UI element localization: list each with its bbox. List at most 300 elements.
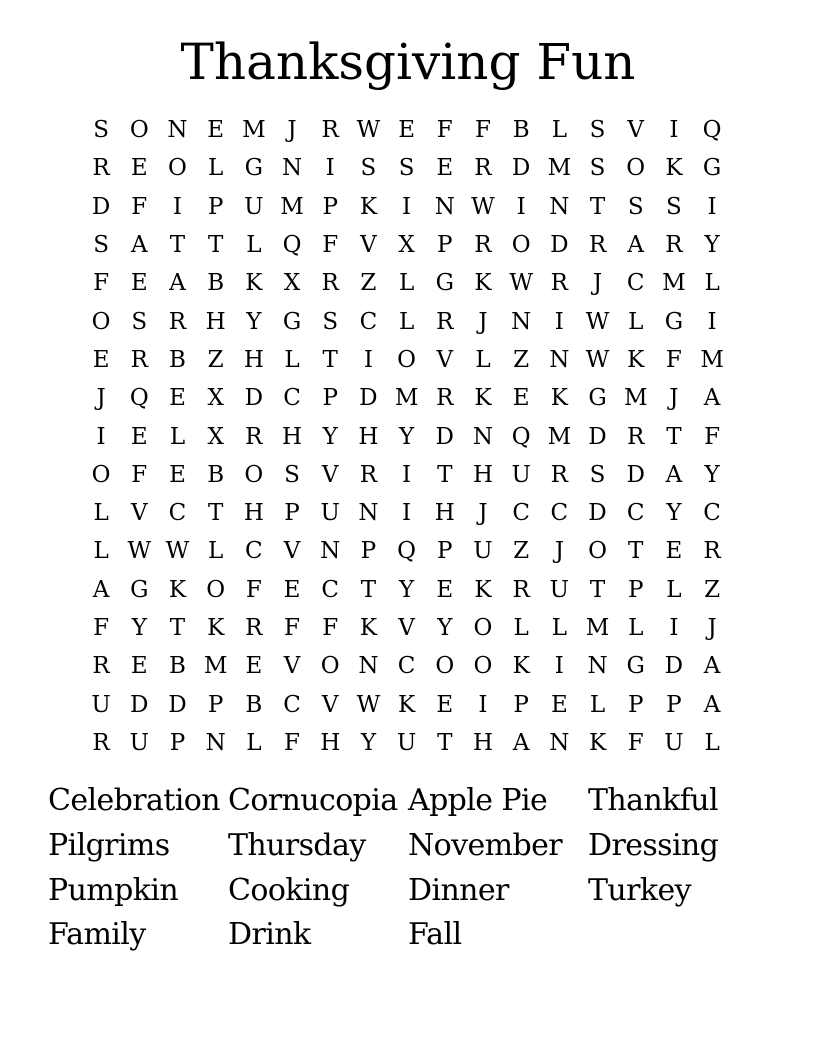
grid-letter: P	[437, 232, 453, 259]
grid-letter: N	[281, 155, 303, 182]
grid-letter: N	[472, 423, 494, 450]
grid-letter: E	[130, 653, 148, 680]
grid-letter: S	[627, 193, 644, 220]
grid-row	[82, 226, 732, 264]
word-bank	[48, 779, 768, 958]
grid-letter: U	[473, 538, 493, 565]
grid-letter: S	[360, 155, 377, 182]
grid-letter: J	[478, 500, 488, 527]
grid-letter: P	[207, 691, 224, 718]
grid-letter: T	[666, 423, 682, 450]
grid-letter: K	[474, 270, 492, 297]
grid-letter: E	[550, 691, 568, 718]
word-bank-item: Turkey	[588, 872, 691, 908]
grid-letter: I	[707, 193, 717, 220]
grid-letter: K	[359, 615, 377, 641]
word-bank-item: Fall	[408, 917, 462, 953]
word-bank-item: Drink	[228, 917, 311, 953]
grid-letter: D	[550, 232, 569, 259]
grid-letter: V	[360, 232, 377, 259]
grid-letter: V	[321, 691, 339, 718]
grid-letter: Z	[360, 270, 377, 297]
grid-letter: Y	[246, 308, 262, 335]
grid-letter: E	[665, 538, 683, 565]
grid-letter: N	[205, 729, 226, 756]
grid-letter: T	[169, 232, 186, 259]
grid-letter: T	[207, 500, 224, 527]
grid-letter: P	[627, 691, 644, 718]
grid-letter: B	[169, 653, 186, 680]
grid-row	[82, 685, 732, 723]
grid-letter: Z	[207, 346, 224, 373]
grid-letter: Q	[129, 385, 149, 412]
grid-letter: W	[127, 538, 152, 565]
grid-letter: L	[246, 232, 262, 259]
grid-letter: C	[168, 500, 187, 527]
grid-letter: C	[626, 500, 645, 527]
grid-letter: N	[587, 653, 608, 680]
grid-letter: F	[474, 117, 491, 144]
grid-letter: G	[244, 155, 264, 182]
grid-row	[82, 264, 732, 302]
grid-letter: T	[169, 615, 186, 641]
grid-letter: L	[93, 538, 109, 565]
word-bank-item: Family	[48, 917, 146, 953]
grid-letter: N	[358, 500, 379, 527]
grid-letter: N	[358, 653, 379, 680]
grid-letter: F	[284, 729, 301, 756]
grid-letter: F	[436, 117, 453, 144]
grid-letter: H	[472, 729, 493, 756]
grid-row	[82, 494, 732, 532]
grid-letter: I	[96, 423, 106, 450]
grid-letter: F	[627, 729, 644, 756]
grid-letter: R	[550, 270, 568, 297]
grid-letter: G	[130, 576, 149, 603]
grid-letter: N	[549, 193, 570, 220]
grid-letter: H	[434, 500, 455, 527]
grid-letter: D	[435, 423, 454, 450]
grid-letter: I	[669, 117, 679, 144]
word-bank-item: Pilgrims	[48, 828, 170, 864]
grid-letter: J	[554, 538, 564, 565]
grid-letter: E	[130, 423, 148, 450]
grid-letter: D	[244, 385, 264, 412]
grid-letter: M	[700, 346, 724, 373]
grid-letter: E	[169, 461, 186, 488]
grid-letter: O	[91, 308, 111, 335]
grid-letter: L	[93, 500, 109, 527]
grid-letter: G	[435, 270, 454, 297]
grid-letter: V	[398, 615, 415, 641]
grid-letter: R	[474, 155, 492, 182]
word-bank-item: Cornucopia	[228, 783, 398, 819]
grid-letter: U	[129, 729, 149, 756]
grid-row	[82, 724, 732, 762]
grid-letter: O	[129, 117, 149, 144]
grid-row	[82, 111, 732, 149]
grid-letter: L	[208, 155, 224, 182]
grid-letter: M	[547, 423, 572, 450]
grid-letter: W	[165, 538, 190, 565]
grid-letter: L	[666, 576, 682, 603]
grid-row	[82, 341, 732, 379]
word-bank-row	[48, 779, 768, 824]
grid-letter: G	[282, 308, 302, 335]
grid-letter: T	[589, 576, 606, 603]
grid-letter: H	[358, 423, 379, 450]
word-bank-item: Dressing	[588, 828, 719, 864]
word-bank-item: November	[408, 828, 562, 864]
grid-letter: M	[585, 615, 610, 641]
grid-letter: U	[664, 729, 684, 756]
grid-letter: C	[626, 270, 645, 297]
grid-letter: C	[397, 653, 416, 680]
grid-letter: Z	[513, 538, 530, 565]
grid-letter: R	[245, 423, 263, 450]
grid-letter: L	[551, 615, 567, 641]
grid-letter: D	[511, 155, 531, 182]
grid-letter: Y	[666, 500, 682, 527]
grid-row	[82, 456, 732, 494]
grid-letter: M	[547, 155, 572, 182]
grid-letter: R	[92, 729, 110, 756]
grid-row	[82, 302, 732, 340]
grid-letter: E	[436, 155, 454, 182]
grid-letter: R	[627, 423, 645, 450]
word-bank-item: Cooking	[228, 872, 350, 908]
grid-letter: C	[359, 308, 378, 335]
grid-letter: P	[360, 538, 377, 565]
grid-letter: Y	[704, 232, 720, 259]
grid-letter: A	[92, 576, 110, 603]
grid-letter: D	[130, 691, 149, 718]
grid-letter: E	[436, 691, 454, 718]
grid-letter: A	[703, 653, 721, 680]
grid-letter: T	[322, 346, 338, 373]
grid-letter: B	[169, 346, 186, 373]
grid-letter: K	[665, 155, 683, 182]
grid-letter: I	[402, 193, 412, 220]
grid-letter: P	[207, 193, 224, 220]
grid-letter: R	[130, 346, 148, 373]
grid-letter: T	[589, 193, 606, 220]
grid-letter: T	[360, 576, 377, 603]
grid-letter: F	[245, 576, 262, 603]
grid-letter: O	[473, 653, 493, 680]
grid-letter: L	[628, 308, 644, 335]
grid-letter: M	[623, 385, 648, 412]
grid-letter: R	[92, 653, 110, 680]
grid-letter: T	[437, 461, 453, 488]
grid-letter: B	[245, 691, 263, 718]
grid-letter: D	[588, 423, 607, 450]
grid-letter: T	[437, 729, 453, 756]
grid-letter: R	[703, 538, 721, 565]
grid-letter: O	[473, 615, 493, 641]
grid-letter: Z	[704, 576, 721, 603]
grid-letter: K	[168, 576, 187, 603]
grid-letter: O	[511, 232, 531, 259]
grid-letter: E	[92, 346, 110, 373]
grid-letter: I	[554, 308, 564, 335]
grid-letter: P	[666, 691, 682, 718]
grid-letter: L	[628, 615, 644, 641]
grid-letter: S	[93, 232, 109, 259]
grid-letter: M	[394, 385, 419, 412]
grid-letter: P	[513, 691, 529, 718]
grid-letter: X	[207, 423, 224, 450]
grid-letter: G	[626, 653, 645, 680]
word-bank-row	[48, 824, 768, 869]
grid-letter: F	[704, 423, 721, 450]
grid-letter: G	[588, 385, 607, 412]
grid-letter: V	[436, 346, 454, 373]
grid-letter: R	[474, 232, 492, 259]
grid-letter: Y	[399, 576, 415, 603]
grid-letter: F	[131, 193, 148, 220]
grid-letter: E	[207, 117, 225, 144]
grid-letter: L	[704, 729, 720, 756]
grid-letter: R	[321, 270, 339, 297]
grid-letter: T	[628, 538, 644, 565]
grid-letter: N	[434, 193, 455, 220]
grid-letter: N	[167, 117, 188, 144]
grid-letter: S	[284, 461, 300, 488]
grid-row	[82, 647, 732, 685]
grid-letter: N	[549, 346, 570, 373]
grid-letter: C	[703, 500, 721, 527]
word-bank-item: Thankful	[588, 783, 718, 819]
grid-letter: K	[245, 270, 263, 297]
grid-letter: I	[478, 691, 488, 718]
grid-letter: M	[662, 270, 686, 297]
word-bank-row	[48, 913, 768, 958]
grid-letter: I	[554, 653, 564, 680]
grid-letter: M	[280, 193, 304, 220]
grid-letter: E	[283, 576, 301, 603]
grid-letter: I	[402, 500, 412, 527]
grid-letter: N	[511, 308, 532, 335]
grid-letter: S	[322, 308, 339, 335]
grid-letter: U	[511, 461, 531, 488]
grid-letter: U	[396, 729, 417, 756]
grid-letter: S	[589, 117, 606, 144]
page-title: Thanksgiving Fun	[180, 33, 636, 91]
grid-letter: P	[284, 500, 300, 527]
grid-letter: X	[283, 270, 301, 297]
grid-letter: I	[172, 193, 183, 220]
grid-letter: U	[91, 691, 111, 718]
grid-letter: J	[707, 615, 717, 641]
grid-letter: M	[203, 653, 228, 680]
grid-letter: W	[356, 117, 381, 144]
word-bank-item: Celebration	[48, 783, 220, 819]
grid-letter: G	[664, 308, 684, 335]
grid-letter: O	[435, 653, 455, 680]
grid-letter: L	[398, 270, 415, 297]
grid-letter: O	[588, 538, 607, 565]
grid-letter: H	[320, 729, 341, 756]
grid-letter: D	[168, 691, 187, 718]
grid-letter: B	[207, 270, 225, 297]
grid-letter: X	[398, 232, 415, 259]
grid-letter: L	[513, 615, 529, 641]
grid-letter: R	[550, 461, 568, 488]
grid-letter: D	[359, 385, 378, 412]
grid-row	[82, 188, 732, 226]
grid-letter: R	[588, 232, 607, 259]
grid-letter: S	[398, 155, 415, 182]
grid-letter: C	[283, 385, 301, 412]
grid-letter: D	[588, 500, 607, 527]
grid-letter: F	[131, 461, 148, 488]
grid-letter: H	[282, 423, 303, 450]
grid-letter: S	[589, 155, 606, 182]
grid-letter: S	[589, 461, 606, 488]
grid-letter: F	[93, 615, 110, 641]
grid-letter: Q	[511, 423, 531, 450]
grid-letter: Q	[397, 538, 417, 565]
grid-letter: R	[359, 461, 378, 488]
word-bank-item: Apple Pie	[408, 783, 548, 819]
grid-letter: D	[626, 461, 645, 488]
grid-letter: L	[246, 729, 262, 756]
grid-letter: A	[627, 232, 645, 259]
grid-letter: J	[287, 117, 297, 144]
grid-letter: J	[478, 308, 488, 335]
grid-letter: G	[702, 155, 722, 182]
grid-letter: A	[703, 691, 721, 718]
grid-letter: C	[550, 500, 569, 527]
grid-letter: K	[398, 691, 416, 718]
word-bank-row	[48, 868, 768, 913]
grid-letter: H	[472, 461, 493, 488]
grid-letter: A	[665, 461, 683, 488]
grid-letter: K	[588, 729, 607, 756]
grid-letter: Y	[437, 615, 453, 641]
grid-row	[82, 379, 732, 417]
grid-letter: K	[474, 576, 492, 603]
grid-letter: W	[509, 270, 533, 297]
grid-letter: L	[475, 346, 491, 373]
grid-letter: I	[402, 461, 412, 488]
grid-row	[82, 532, 732, 570]
grid-letter: S	[93, 117, 109, 144]
word-bank-item: Dinner	[408, 872, 509, 908]
grid-letter: K	[627, 346, 645, 373]
grid-letter: O	[206, 576, 226, 603]
grid-letter: L	[551, 117, 567, 144]
grid-letter: R	[436, 308, 454, 335]
grid-letter: I	[707, 308, 717, 335]
grid-letter: F	[322, 615, 339, 641]
grid-letter: K	[550, 385, 568, 412]
grid-letter: J	[669, 385, 679, 412]
grid-letter: D	[664, 653, 684, 680]
grid-letter: R	[245, 615, 263, 641]
grid-letter: W	[585, 308, 610, 335]
grid-letter: R	[436, 385, 454, 412]
grid-letter: O	[626, 155, 646, 182]
grid-letter: O	[168, 155, 187, 182]
grid-letter: U	[549, 576, 570, 603]
grid-letter: V	[283, 538, 301, 565]
grid-letter: D	[91, 193, 111, 220]
grid-letter: I	[516, 193, 526, 220]
grid-letter: C	[245, 538, 263, 565]
grid-letter: L	[169, 423, 186, 450]
grid-letter: W	[471, 193, 495, 220]
grid-letter: E	[398, 117, 415, 144]
grid-letter: Y	[399, 423, 415, 450]
grid-letter: K	[207, 615, 225, 641]
grid-letter: V	[130, 500, 148, 527]
grid-letter: O	[244, 461, 264, 488]
grid-letter: R	[665, 232, 683, 259]
word-bank-item: Thursday	[228, 828, 366, 864]
grid-letter: U	[320, 500, 340, 527]
grid-letter: N	[320, 538, 341, 565]
grid-letter: Y	[704, 461, 720, 488]
grid-letter: A	[169, 270, 186, 297]
grid-letter: H	[243, 346, 264, 373]
grid-letter: N	[549, 729, 570, 756]
grid-letter: Q	[282, 232, 302, 259]
grid-letter: W	[585, 346, 610, 373]
grid-letter: E	[130, 270, 148, 297]
grid-letter: L	[704, 270, 720, 297]
grid-letter: F	[322, 232, 339, 259]
grid-letter: P	[169, 729, 186, 756]
word-bank-item: Pumpkin	[48, 872, 179, 908]
grid-letter: I	[363, 346, 373, 373]
grid-letter: V	[321, 461, 339, 488]
grid-letter: S	[131, 308, 148, 335]
grid-letter: X	[207, 385, 224, 412]
grid-letter: V	[283, 653, 301, 680]
grid-letter: Q	[702, 117, 722, 144]
grid-letter: S	[666, 193, 682, 220]
grid-letter: A	[703, 385, 721, 412]
grid-letter: H	[205, 308, 226, 335]
grid-letter: C	[512, 500, 530, 527]
grid-row	[82, 149, 732, 187]
grid-row	[82, 417, 732, 455]
grid-letter: L	[589, 691, 606, 718]
grid-letter: F	[93, 270, 110, 297]
grid-letter: R	[92, 155, 110, 182]
grid-letter: B	[207, 461, 225, 488]
grid-letter: Y	[322, 423, 338, 450]
grid-letter: A	[130, 232, 148, 259]
grid-letter: A	[512, 729, 530, 756]
grid-row	[82, 609, 732, 647]
grid-letter: P	[322, 385, 338, 412]
grid-letter: R	[168, 308, 187, 335]
grid-letter: Y	[131, 615, 147, 641]
grid-letter: Z	[513, 346, 530, 373]
grid-letter: O	[320, 653, 340, 680]
grid-letter: J	[592, 270, 603, 297]
grid-letter: K	[359, 193, 377, 220]
grid-letter: L	[398, 308, 415, 335]
grid-letter: K	[512, 653, 530, 680]
grid-letter: P	[627, 576, 644, 603]
grid-letter: P	[437, 538, 453, 565]
grid-letter: E	[130, 155, 148, 182]
letter-grid	[82, 111, 732, 762]
